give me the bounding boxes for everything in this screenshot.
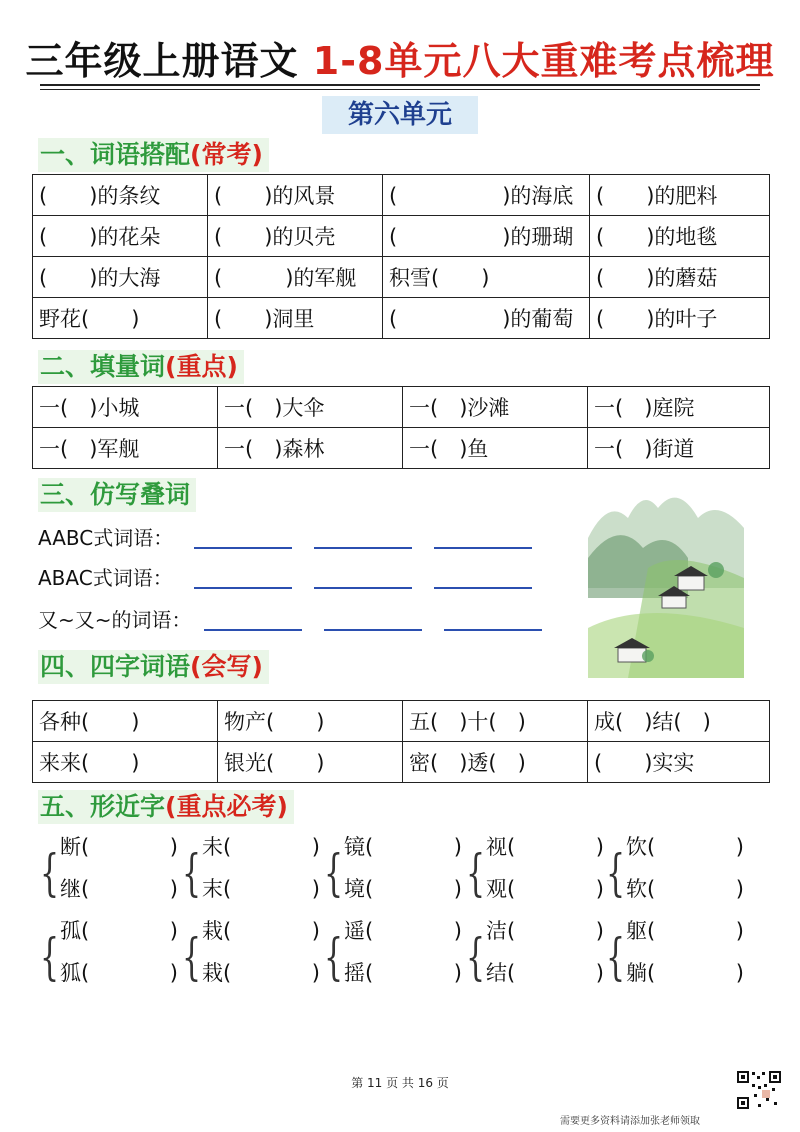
copy-row-label: AABC式词语： xyxy=(38,526,174,550)
idiom-table xyxy=(32,700,770,783)
title-rule xyxy=(40,84,760,86)
section-4-heading xyxy=(38,650,269,684)
table-row xyxy=(33,742,770,783)
list-item: 未( ) xyxy=(202,835,320,859)
table-cell: 野花( ) xyxy=(33,298,208,339)
table-cell: 物产( ) xyxy=(218,701,403,742)
table-cell: ( )的贝壳 xyxy=(208,216,383,257)
table-row xyxy=(33,175,770,216)
unit-heading: 第六单元 xyxy=(322,96,478,134)
list-item: 狐( ) xyxy=(60,961,178,985)
table-cell: ( )的地毯 xyxy=(590,216,770,257)
table-cell: ( )洞里 xyxy=(208,298,383,339)
list-item: 躺( ) xyxy=(626,961,744,985)
list-item: 遥( ) xyxy=(344,919,462,943)
section-3-title: 三、仿写叠词 xyxy=(40,480,191,509)
table-cell: 银光( ) xyxy=(218,742,403,783)
section-3-heading xyxy=(38,478,196,512)
table-cell: ( )的军舰 xyxy=(208,257,383,298)
table-cell: ( )的蘑菇 xyxy=(590,257,770,298)
section-2-heading xyxy=(38,350,244,384)
table-row xyxy=(33,701,770,742)
collocation-table xyxy=(32,174,770,339)
list-item: 摇( ) xyxy=(344,961,462,985)
similar-char-pair xyxy=(324,832,464,912)
answer-blank[interactable] xyxy=(314,565,412,589)
list-item: 软( ) xyxy=(626,877,744,901)
table-cell: 一( )森林 xyxy=(218,428,403,469)
table-cell: ( )的大海 xyxy=(33,257,208,298)
list-item: 结( ) xyxy=(486,961,604,985)
list-item: 观( ) xyxy=(486,877,604,901)
table-cell: 积雪( ) xyxy=(383,257,590,298)
answer-blank[interactable] xyxy=(434,565,532,589)
brace-icon: { xyxy=(606,844,626,902)
answer-blank[interactable] xyxy=(314,525,412,549)
list-item: 洁( ) xyxy=(486,919,604,943)
brace-icon: { xyxy=(466,844,486,902)
section-1-tag: (常考) xyxy=(190,140,263,169)
similar-char-pair xyxy=(466,916,606,996)
section-1-title: 一、词语搭配 xyxy=(40,140,191,169)
table-cell: 一( )庭院 xyxy=(588,387,770,428)
answer-blank[interactable] xyxy=(444,607,542,631)
measure-word-table xyxy=(32,386,770,469)
answer-blank[interactable] xyxy=(204,607,302,631)
copy-row-abac xyxy=(38,562,554,591)
list-item: 栽( ) xyxy=(202,919,320,943)
brace-icon: { xyxy=(40,928,60,986)
table-cell: 一( )街道 xyxy=(588,428,770,469)
table-cell: 各种( ) xyxy=(33,701,218,742)
copy-row-label: 又~又~的词语： xyxy=(38,608,192,632)
list-item: 镜( ) xyxy=(344,835,462,859)
title-rule-thin xyxy=(40,89,760,90)
table-row xyxy=(33,428,770,469)
brace-icon: { xyxy=(324,928,344,986)
table-cell: ( )的花朵 xyxy=(33,216,208,257)
similar-char-pair xyxy=(324,916,464,996)
table-cell: ( )的风景 xyxy=(208,175,383,216)
section-4-title: 四、四字词语 xyxy=(40,652,191,681)
copy-row-label: ABAC式词语： xyxy=(38,566,173,590)
section-1-heading xyxy=(38,138,269,172)
list-item: 孤( ) xyxy=(60,919,178,943)
table-cell: ( )的葡萄 xyxy=(383,298,590,339)
table-cell: ( )的条纹 xyxy=(33,175,208,216)
section-2-tag: (重点) xyxy=(165,352,238,381)
table-cell: 一( )沙滩 xyxy=(403,387,588,428)
list-item: 继( ) xyxy=(60,877,178,901)
similar-char-pair xyxy=(40,832,180,912)
brace-icon: { xyxy=(606,928,626,986)
table-cell: 密( )透( ) xyxy=(403,742,588,783)
section-5-tag: (重点必考) xyxy=(165,792,288,821)
table-cell: 一( )大伞 xyxy=(218,387,403,428)
table-row xyxy=(33,298,770,339)
landscape-illustration xyxy=(588,478,744,678)
table-cell: ( )的海底 xyxy=(383,175,590,216)
brace-icon: { xyxy=(40,844,60,902)
similar-char-pair xyxy=(606,832,746,912)
table-cell: ( )的肥料 xyxy=(590,175,770,216)
table-row xyxy=(33,257,770,298)
footer-note: 需要更多资料请添加张老师领取 xyxy=(560,1116,700,1127)
brace-icon: { xyxy=(182,928,202,986)
section-4-tag: (会写) xyxy=(190,652,263,681)
table-cell: 一( )鱼 xyxy=(403,428,588,469)
table-cell: 一( )小城 xyxy=(33,387,218,428)
similar-char-pair xyxy=(182,916,322,996)
list-item: 饮( ) xyxy=(626,835,744,859)
similar-char-pair xyxy=(466,832,606,912)
title-part2: 1-8单元八大重难考点梳理 xyxy=(312,39,775,83)
table-cell: 五( )十( ) xyxy=(403,701,588,742)
copy-row-you xyxy=(38,604,564,633)
similar-char-pair xyxy=(182,832,322,912)
table-cell: ( )的叶子 xyxy=(590,298,770,339)
table-cell: 一( )军舰 xyxy=(33,428,218,469)
answer-blank[interactable] xyxy=(194,565,292,589)
section-5-heading xyxy=(38,790,294,824)
table-row xyxy=(33,387,770,428)
page-title xyxy=(0,30,800,85)
similar-char-pair xyxy=(606,916,746,996)
list-item: 栽( ) xyxy=(202,961,320,985)
answer-blank[interactable] xyxy=(434,525,532,549)
copy-row-aabc xyxy=(38,522,554,551)
page-number: 第 11 页 共 16 页 xyxy=(351,1076,449,1090)
similar-char-pair xyxy=(40,916,180,996)
answer-blank[interactable] xyxy=(194,525,292,549)
section-5-title: 五、形近字 xyxy=(40,792,166,821)
brace-icon: { xyxy=(466,928,486,986)
answer-blank[interactable] xyxy=(324,607,422,631)
table-row xyxy=(33,216,770,257)
title-part1: 三年级上册语文 xyxy=(25,39,299,83)
qr-code-icon[interactable] xyxy=(736,1070,782,1110)
list-item: 断( ) xyxy=(60,835,178,859)
section-2-title: 二、填量词 xyxy=(40,352,166,381)
list-item: 躯( ) xyxy=(626,919,744,943)
brace-icon: { xyxy=(182,844,202,902)
table-cell: 成( )结( ) xyxy=(588,701,770,742)
brace-icon: { xyxy=(324,844,344,902)
table-cell: ( )的珊瑚 xyxy=(383,216,590,257)
table-cell: 来来( ) xyxy=(33,742,218,783)
list-item: 视( ) xyxy=(486,835,604,859)
table-cell: ( )实实 xyxy=(588,742,770,783)
list-item: 末( ) xyxy=(202,877,320,901)
list-item: 境( ) xyxy=(344,877,462,901)
